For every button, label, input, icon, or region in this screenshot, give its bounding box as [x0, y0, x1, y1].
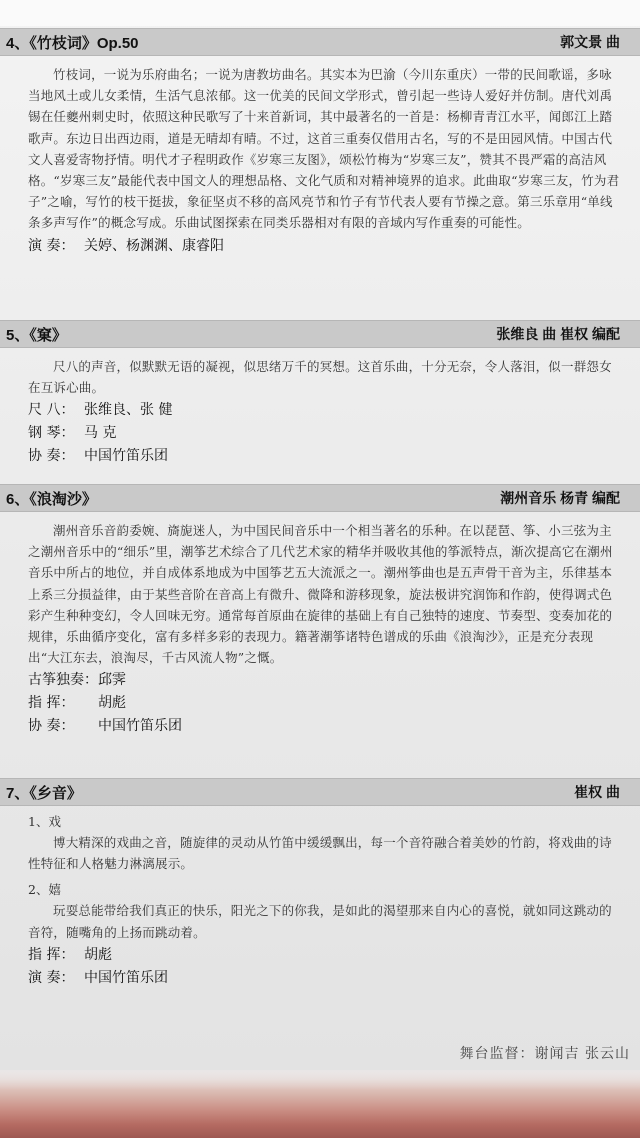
program-title: 6、《浪淘沙》	[6, 490, 97, 508]
performer-line	[28, 423, 640, 444]
performer-role: 协 奏：	[28, 718, 75, 735]
performer-line	[28, 968, 640, 989]
performer-line	[28, 446, 640, 467]
performer-role: 古筝独奏：	[28, 672, 98, 689]
performer-names: 邱霁	[98, 672, 126, 689]
performer-line	[28, 236, 640, 257]
performer-role: 演 奏：	[28, 969, 75, 986]
program-item-7	[0, 778, 640, 989]
program-title-bar	[0, 484, 640, 512]
movement-description: 玩耍总能带给我们真正的快乐，阳光之下的你我，是如此的渴望那来自内心的喜悦，就如同这跳动的音符，随嘴角的上扬而跳动着。	[28, 903, 612, 940]
decorative-landscape-banner	[0, 1070, 640, 1138]
composer-credit: 张维良 曲 崔权 编配	[496, 326, 620, 342]
performer-role: 尺 八：	[28, 402, 75, 419]
program-item-5	[0, 320, 640, 467]
movement-label: 2、嬉	[28, 882, 61, 898]
composer-credit: 崔权 曲	[574, 784, 620, 800]
performer-role: 协 奏：	[28, 448, 75, 465]
program-title-bar	[0, 320, 640, 348]
performer-line	[28, 693, 640, 714]
performer-role: 指 挥：	[28, 695, 75, 712]
performer-line	[28, 945, 640, 966]
performer-line	[28, 716, 640, 737]
mist-overlay	[0, 1070, 640, 1090]
performer-role: 钢 琴：	[28, 425, 75, 442]
performer-names: 胡彪	[98, 695, 126, 712]
program-title: 5、《窠》	[6, 326, 67, 344]
performer-role: 演 奏：	[28, 237, 75, 254]
performer-names: 中国竹笛乐团	[98, 718, 182, 735]
program-title-bar	[0, 778, 640, 806]
program-title: 4、《竹枝词》Op.50	[6, 34, 139, 52]
program-description: 尺八的声音，似默默无语的凝视，似思绪万千的冥想。这首乐曲，十分无奈，令人落泪，似一群怨女在互诉心曲。	[28, 359, 612, 396]
program-item-4	[0, 28, 640, 257]
program-description: 竹枝词，一说为乐府曲名；一说为唐教坊曲名。其实本为巴渝（今川东重庆）一带的民间歌谣，多咏当地风土或儿女柔情，生活气息浓郁。这一优美的民间文学形式，曾引起一些诗人爱好并仿制。唐代刘禹锡在任夔州刺史时，依照这种民歌写了十来首新词，其中最著名的一首是：杨柳青青江水平，闻郎江上踏歌声。东边日出西边雨，道是无晴却有晴。不过，这首三重奏仅借用古名，写的不是田园风情。中国古代文人喜爱寄物抒情。明代才子程明政作《岁寒三友图》，颂松竹梅为“岁寒三友”，赞其不畏严霜的高洁风格。“岁寒三友”最能代表中国文人的理想品格、文化气质和对精神境界的追求。此曲取“岁寒三友，竹为君子”之喻，写竹的枝干挺拔，象征坚贞不移的高风亮节和竹子有节代表人要有节操之意。第三乐章用“单线条多声写作”的概念写成。乐曲试图探索在同类乐器相对有限的音域内写作重奏的可能性。	[28, 67, 620, 231]
program-description: 潮州音乐音韵委婉、旖旎迷人，为中国民间音乐中一个相当著名的乐种。在以琵琶、筝、小三弦为主之潮州音乐中的“细乐”里，潮筝艺术综合了几代艺术家的精华并吸收其他的筝派特点，渐次提高它在潮州音乐中所占的地位，并自成体系地成为中国筝艺五大流派之一。潮州筝曲也是五声骨干音为主，乐律基本上系三分损益律，由于某些音阶在音高上有微升、微降和游移现象，旋法极讲究润饰和作韵，使得调式色彩产生种种变幻，令人回味无穷。通常每首原曲在旋律的基础上有自己独特的速度、节奏型、变奏加花的规律，乐曲循序变化，富有多样多彩的表现力。籍著潮筝诸特色谱成的乐曲《浪淘沙》，正是充分表现出“大江东去，浪淘尽，千古风流人物”之慨。	[28, 523, 613, 666]
performer-names: 中国竹笛乐团	[84, 969, 168, 986]
stage-manager-credit: 舞台监督：谢闻吉 张云山	[459, 1046, 630, 1062]
program-title-bar	[0, 28, 640, 56]
performer-line	[28, 400, 640, 421]
performer-names: 中国竹笛乐团	[84, 448, 168, 465]
program-title: 7、《乡音》	[6, 784, 82, 802]
performer-names: 关婷、杨渊渊、康睿阳	[84, 237, 224, 254]
movement-label: 1、戏	[28, 814, 61, 829]
performer-role: 指 挥：	[28, 946, 75, 963]
top-strip	[0, 0, 640, 26]
performer-line	[28, 670, 640, 691]
performer-names: 张维良、张 健	[84, 402, 173, 419]
program-item-6	[0, 484, 640, 737]
performer-names: 马 克	[84, 425, 117, 442]
composer-credit: 郭文景 曲	[560, 34, 620, 50]
movement-description: 博大精深的戏曲之音，随旋律的灵动从竹笛中缓缓飘出，每一个音符融合着美妙的竹韵，将戏曲的诗性特征和人格魅力淋漓展示。	[28, 835, 612, 872]
performer-names: 胡彪	[84, 946, 112, 963]
composer-credit: 潮州音乐 杨青 编配	[500, 490, 620, 506]
